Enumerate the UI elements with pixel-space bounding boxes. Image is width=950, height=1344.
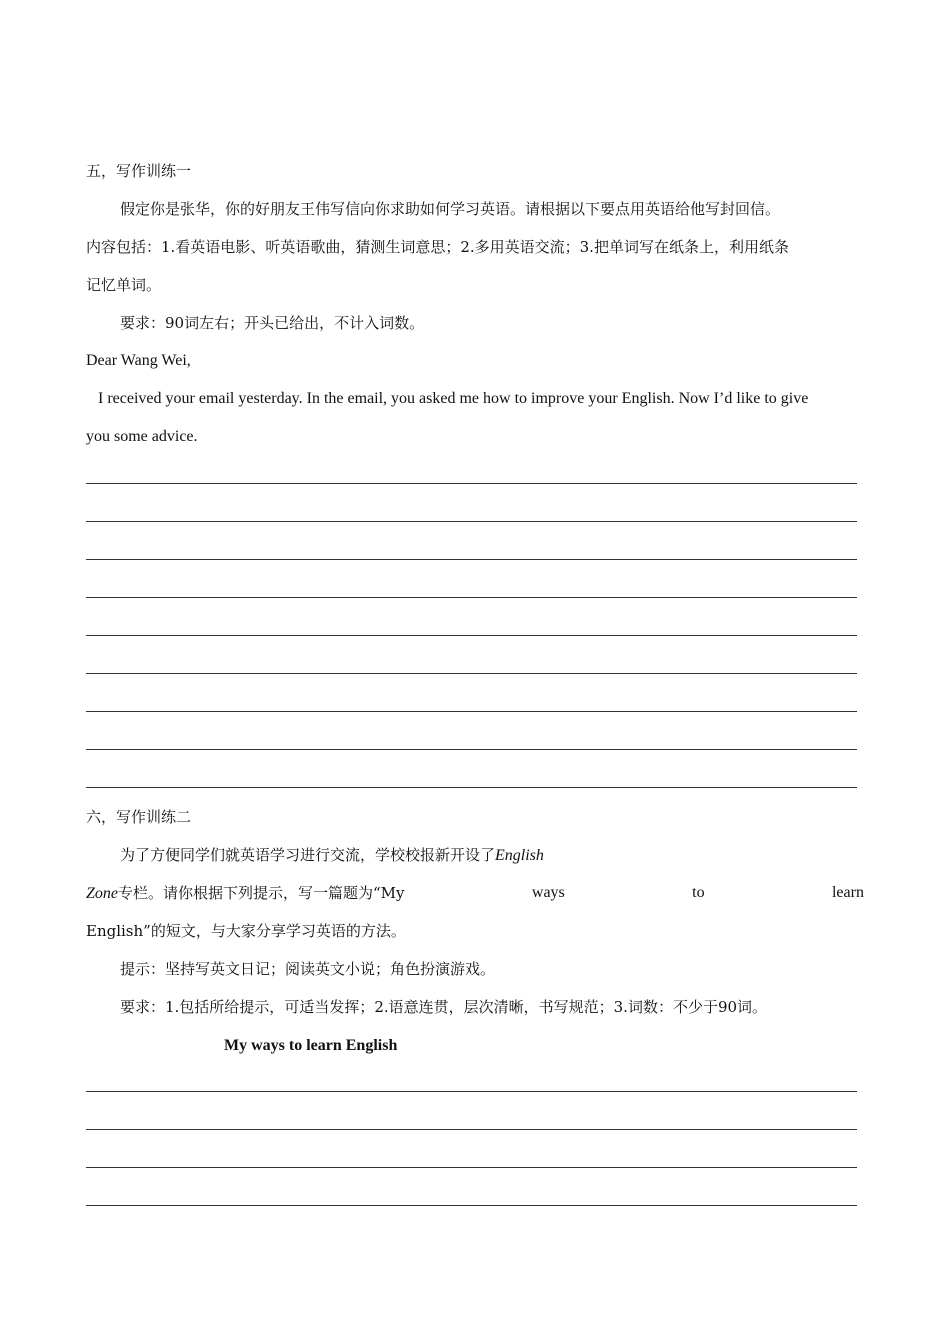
section5-prompt-line2: 内容包括：1.看英语电影、听英语歌曲，猜测生词意思；2.多用英语交流；3.把单词写在纸条上，利用纸条 xyxy=(86,238,789,256)
writing-line[interactable] xyxy=(86,1167,857,1168)
section5-requirement: 要求：90词左右；开头已给出，不计入词数。 xyxy=(120,314,425,332)
section6-hint: 提示：坚持写英文日记；阅读英文小说；角色扮演游戏。 xyxy=(120,960,496,978)
essay-title: My ways to learn English xyxy=(224,1037,398,1054)
letter-salutation: Dear Wang Wei, xyxy=(86,352,191,369)
writing-line[interactable] xyxy=(86,483,857,484)
section5-heading: 五，写作训练一 xyxy=(86,162,192,180)
section6-prompt-line1-cn: 为了方便同学们就英语学习进行交流，学校校报新开设了 xyxy=(120,846,496,864)
writing-line[interactable] xyxy=(86,1091,857,1092)
section6-prompt-line3: English”的短文，与大家分享学习英语的方法。 xyxy=(86,922,406,940)
title-word-ways: ways xyxy=(531,884,565,901)
title-word-learn: learn xyxy=(831,884,864,901)
section6-heading: 六，写作训练二 xyxy=(86,808,192,826)
writing-line[interactable] xyxy=(86,559,857,560)
letter-opening-line2: you some advice. xyxy=(86,428,198,445)
title-word-to: to xyxy=(692,884,705,901)
writing-line[interactable] xyxy=(86,597,857,598)
writing-line[interactable] xyxy=(86,787,857,788)
section6-prompt-line1 xyxy=(120,845,544,866)
writing-line[interactable] xyxy=(86,635,857,636)
writing-line[interactable] xyxy=(86,673,857,674)
zone-italic: Zone xyxy=(86,885,118,902)
section6-prompt-line2 xyxy=(86,883,864,904)
writing-line[interactable] xyxy=(86,749,857,750)
section6-requirement: 要求：1.包括所给提示，可适当发挥；2.语意连贯，层次清晰，书写规范；3.词数：不少于90词。 xyxy=(120,998,768,1016)
writing-line[interactable] xyxy=(86,711,857,712)
writing-line[interactable] xyxy=(86,521,857,522)
english-zone-italic: English xyxy=(495,847,544,864)
letter-opening-line1: I received your email yesterday. In the email, you asked me how to improve your English. Now I’d like to give xyxy=(98,390,809,407)
section5-prompt-line1: 假定你是张华，你的好朋友王伟写信向你求助如何学习英语。请根据以下要点用英语给他写封回信。 xyxy=(120,200,781,218)
writing-line[interactable] xyxy=(86,1205,857,1206)
writing-line[interactable] xyxy=(86,1129,857,1130)
section5-prompt-line3: 记忆单词。 xyxy=(86,276,162,294)
section6-prompt-line2-cn: 专栏。请你根据下列提示，写一篇题为“My xyxy=(118,884,405,902)
